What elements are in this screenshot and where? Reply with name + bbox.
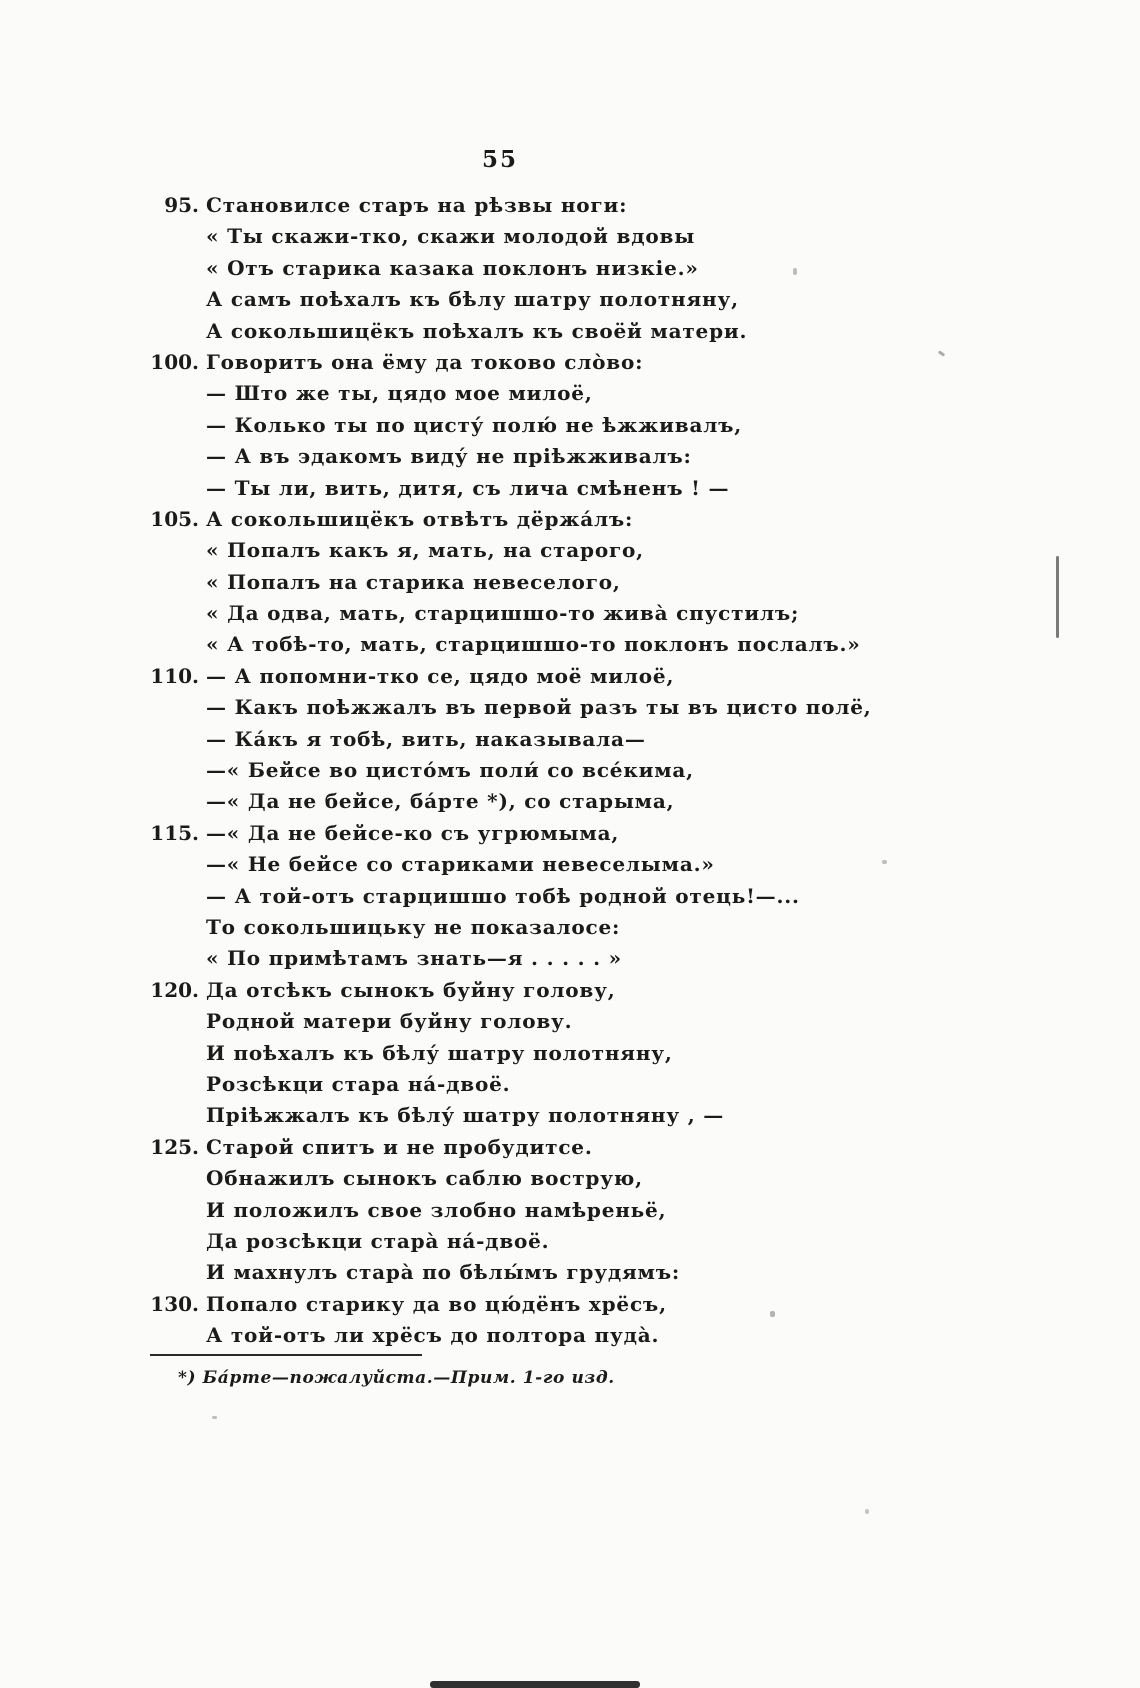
line-text: « Попалъ на старика невеселого, xyxy=(206,569,621,594)
line-text: — Ты ли, вить, дитя, съ лича смѣненъ ! — xyxy=(206,475,730,500)
line-text: Обнажилъ сынокъ саблю вострую, xyxy=(206,1166,643,1191)
line-text: « Ты скажи-тко, скажи молодой вдовы xyxy=(206,224,696,249)
line-text: Старой спитъ и не пробудитсе. xyxy=(206,1134,593,1159)
line-text: Пріѣжжалъ къ бѣлу́ шатру полотняну , — xyxy=(206,1103,725,1128)
verse-line xyxy=(0,1006,1140,1037)
verse-line xyxy=(0,1132,1140,1163)
verse-line xyxy=(0,1163,1140,1194)
verse-line xyxy=(0,284,1140,315)
line-number: 130. xyxy=(150,1291,199,1316)
verse-line xyxy=(0,1320,1140,1351)
scan-artifact xyxy=(882,860,887,864)
verse-line xyxy=(0,378,1140,409)
scan-artifact xyxy=(770,1311,775,1317)
verse-line xyxy=(0,849,1140,880)
line-text: И поѣхалъ къ бѣлу́ шатру полотняну, xyxy=(206,1040,673,1065)
line-text: — А попомни-тко се, цядо моё милоё, xyxy=(206,663,675,688)
verse-line xyxy=(0,881,1140,912)
footnote xyxy=(178,1368,615,1388)
line-text: Да отсѣкъ сынокъ буйну голову, xyxy=(206,977,616,1002)
verse-line xyxy=(0,1100,1140,1131)
scan-artifact xyxy=(430,1681,640,1688)
line-number: 125. xyxy=(150,1134,199,1159)
verse-line xyxy=(0,1289,1140,1320)
line-text: —« Да не бейсе, ба́рте *), со старыма, xyxy=(206,789,675,814)
scan-artifact xyxy=(865,1509,869,1514)
line-text: « По примѣтамъ знать—я . . . . . » xyxy=(206,946,622,971)
verse-line xyxy=(0,598,1140,629)
verse-line xyxy=(0,912,1140,943)
verse-line xyxy=(0,410,1140,441)
verse-line xyxy=(0,975,1140,1006)
verse-line xyxy=(0,473,1140,504)
line-text: « Попалъ какъ я, мать, на старого, xyxy=(206,538,644,563)
line-text: « А тобѣ-то, мать, старцишшо-то поклонъ послалъ.» xyxy=(206,632,861,657)
scan-artifact xyxy=(1056,556,1059,638)
line-text: Да розсѣкци стара̀ на́-двоё. xyxy=(206,1228,550,1253)
verse-line xyxy=(0,692,1140,723)
verse-line xyxy=(0,190,1140,221)
footnote-text: *) Ба́рте—пожалуйста.—Прим. 1-го изд. xyxy=(178,1368,615,1388)
line-text: — А въ эдакомъ виду́ не пріѣжживалъ: xyxy=(206,444,692,469)
verse-line xyxy=(0,316,1140,347)
line-text: Говоритъ она ёму да токово сло̀во: xyxy=(206,349,644,374)
verse-line xyxy=(0,221,1140,252)
verse-line xyxy=(0,535,1140,566)
verse-line xyxy=(0,724,1140,755)
verse-line xyxy=(0,504,1140,535)
verse-line xyxy=(0,943,1140,974)
line-text: То сокольшицьку не показалосе: xyxy=(206,914,621,939)
verse-line xyxy=(0,253,1140,284)
line-text: И положилъ свое злобно намѣреньё, xyxy=(206,1197,667,1222)
line-text: А самъ поѣхалъ къ бѣлу шатру полотняну, xyxy=(206,287,739,312)
page-number: 55 xyxy=(481,146,518,173)
line-text: Розсѣкци стара на́-двоё. xyxy=(206,1071,511,1096)
line-number: 115. xyxy=(150,820,199,845)
line-text: Родной матери буйну голову. xyxy=(206,1009,573,1034)
verse-line xyxy=(0,1038,1140,1069)
line-text: — Што же ты, цядо мое милоё, xyxy=(206,381,593,406)
verse-line xyxy=(0,629,1140,660)
verse-line xyxy=(0,1195,1140,1226)
line-text: А сокольшицёкъ поѣхалъ къ своёй матери. xyxy=(206,318,748,343)
verse-line xyxy=(0,1257,1140,1288)
line-text: — Колько ты по цисту́ полю́ не ѣжживалъ, xyxy=(206,412,743,437)
line-text: А той-отъ ли хрёсъ до полтора пуда̀. xyxy=(206,1323,660,1348)
verse-line xyxy=(0,1226,1140,1257)
line-number: 110. xyxy=(150,663,199,688)
line-text: — Ка́къ я тобѣ, вить, наказывала— xyxy=(206,726,646,751)
line-text: — Какъ поѣжжалъ въ первой разъ ты въ цисто полё, xyxy=(206,695,872,720)
line-text: « Да одва, мать, старцишшо-то жива̀ спустилъ; xyxy=(206,601,800,626)
line-text: —« Да не бейсе-ко съ угрюмыма, xyxy=(206,820,620,845)
verse-line xyxy=(0,661,1140,692)
line-number: 105. xyxy=(150,506,199,531)
verse-line xyxy=(0,786,1140,817)
verse-line xyxy=(0,818,1140,849)
verse-line xyxy=(0,755,1140,786)
line-text: —« Бейсе во цисто́мъ поли́ со все́кима, xyxy=(206,758,694,783)
line-text: « Отъ старика казака поклонъ низкіе.» xyxy=(206,255,699,280)
footnote-separator xyxy=(150,1354,422,1356)
line-text: Попало старику да во цю́дёнъ хрёсъ, xyxy=(206,1291,667,1316)
line-number: 100. xyxy=(150,349,199,374)
line-text: Становилсе старъ на рѣзвы ноги: xyxy=(206,193,628,217)
scan-artifact xyxy=(793,268,797,275)
verse-line xyxy=(0,347,1140,378)
verse-block xyxy=(0,190,1140,1351)
line-text: И махнулъ стара̀ по бѣлы́мъ грудямъ: xyxy=(206,1260,681,1285)
line-number: 95. xyxy=(164,193,199,217)
verse-line xyxy=(0,567,1140,598)
line-number: 120. xyxy=(150,977,199,1002)
verse-line xyxy=(0,1069,1140,1100)
line-text: — А той-отъ старцишшо тобѣ родной отець!—... xyxy=(206,883,800,908)
verse-line xyxy=(0,441,1140,472)
line-text: А сокольшицёкъ отвѣтъ дёржа́лъ: xyxy=(206,506,634,531)
scan-artifact xyxy=(212,1416,217,1419)
line-text: —« Не бейсе со стариками невеселыма.» xyxy=(206,852,715,877)
